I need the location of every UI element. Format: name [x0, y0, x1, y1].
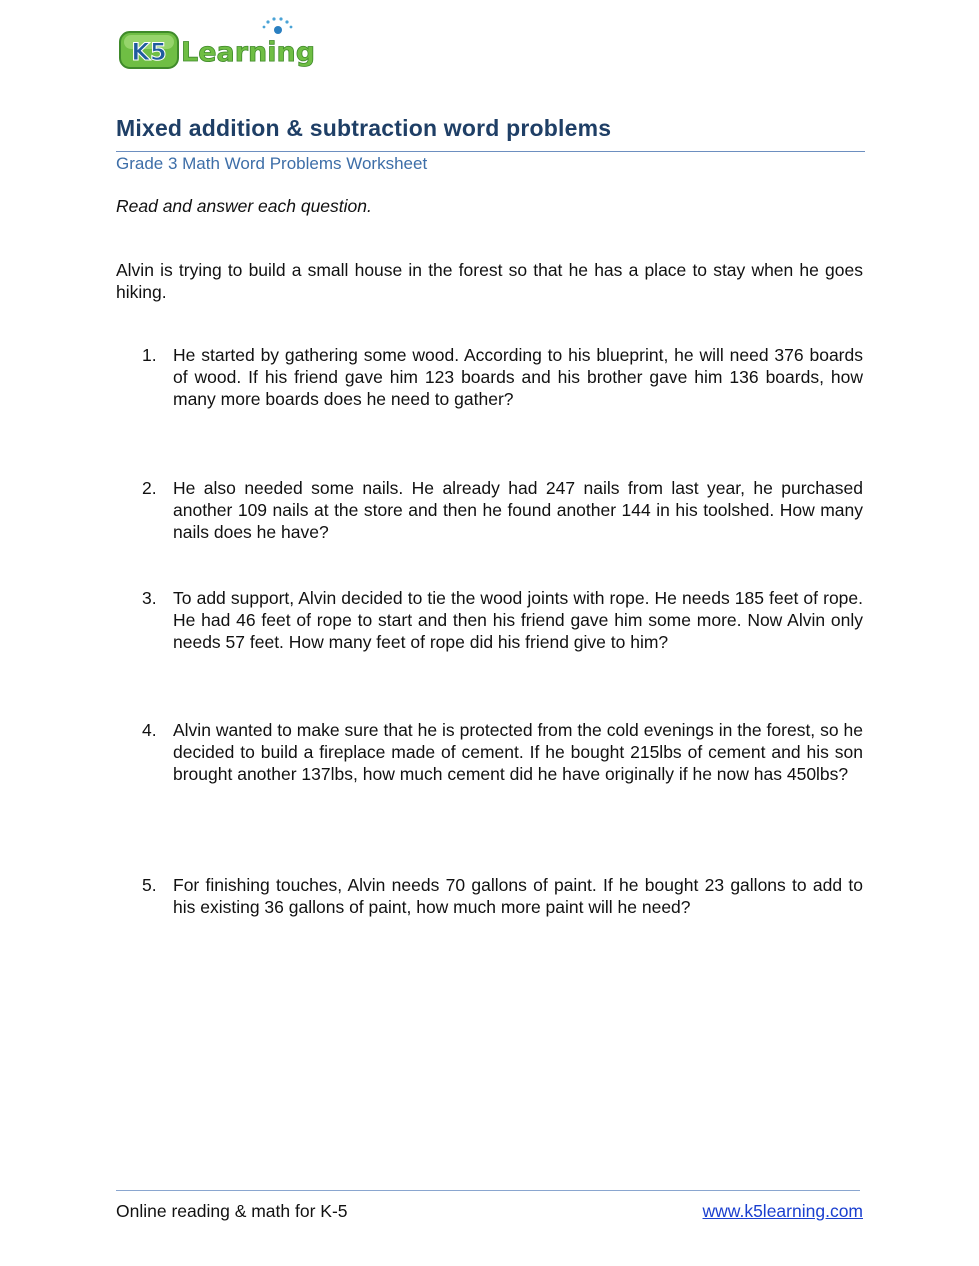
- problem-number: 5.: [142, 875, 157, 895]
- logo-learning-text: Learning: [181, 37, 316, 68]
- problem-3: [116, 587, 863, 653]
- title-divider: [116, 151, 865, 152]
- problem-text: To add support, Alvin decided to tie the wood joints with rope. He needs 185 feet of rope. He had 46 feet of rope to start and then his friend gave him some more. Now Alvin only needs 57 feet. How many feet of rope did his friend give to him?: [173, 588, 863, 652]
- problem-number: 3.: [142, 588, 157, 608]
- problem-number: 1.: [142, 345, 157, 365]
- problem-5: [116, 874, 863, 918]
- k5-learning-logo: [118, 16, 328, 74]
- problem-text: He started by gathering some wood. According to his blueprint, he will need 376 boards of wood. If his friend gave him 123 boards and his brother gave him 136 boards, how many more boards does he need to gather?: [173, 345, 863, 409]
- logo-k5-text: K5: [131, 38, 167, 66]
- page-subtitle: Grade 3 Math Word Problems Worksheet: [116, 154, 428, 173]
- footer-tagline: Online reading & math for K-5: [116, 1201, 348, 1221]
- footer-website-link[interactable]: www.k5learning.com: [702, 1201, 863, 1221]
- problem-text: For finishing touches, Alvin needs 70 gallons of paint. If he bought 23 gallons to add to his existing 36 gallons of paint, how much more paint will he need?: [173, 875, 863, 917]
- problem-4: [116, 719, 863, 785]
- problem-text: He also needed some nails. He already had 247 nails from last year, he purchased another 109 nails at the store and then he found another 144 in his toolshed. How many nails does he have?: [173, 478, 863, 542]
- page-title: Mixed addition & subtraction word problems: [116, 115, 612, 141]
- problem-text: Alvin wanted to make sure that he is protected from the cold evenings in the forest, so he decided to build a fireplace made of cement. If he bought 215lbs of cement and his son brought another 137lbs, how much cement did he have originally if he now has 450lbs?: [173, 720, 863, 784]
- problem-number: 2.: [142, 478, 157, 498]
- problem-number: 4.: [142, 720, 157, 740]
- instructions: Read and answer each question.: [116, 196, 372, 216]
- footer-divider: [116, 1190, 860, 1191]
- problem-1: [116, 344, 863, 410]
- problem-2: [116, 477, 863, 543]
- logo-graphic: [118, 16, 328, 74]
- intro-paragraph: Alvin is trying to build a small house in the forest so that he has a place to stay when he goes hiking.: [116, 260, 863, 302]
